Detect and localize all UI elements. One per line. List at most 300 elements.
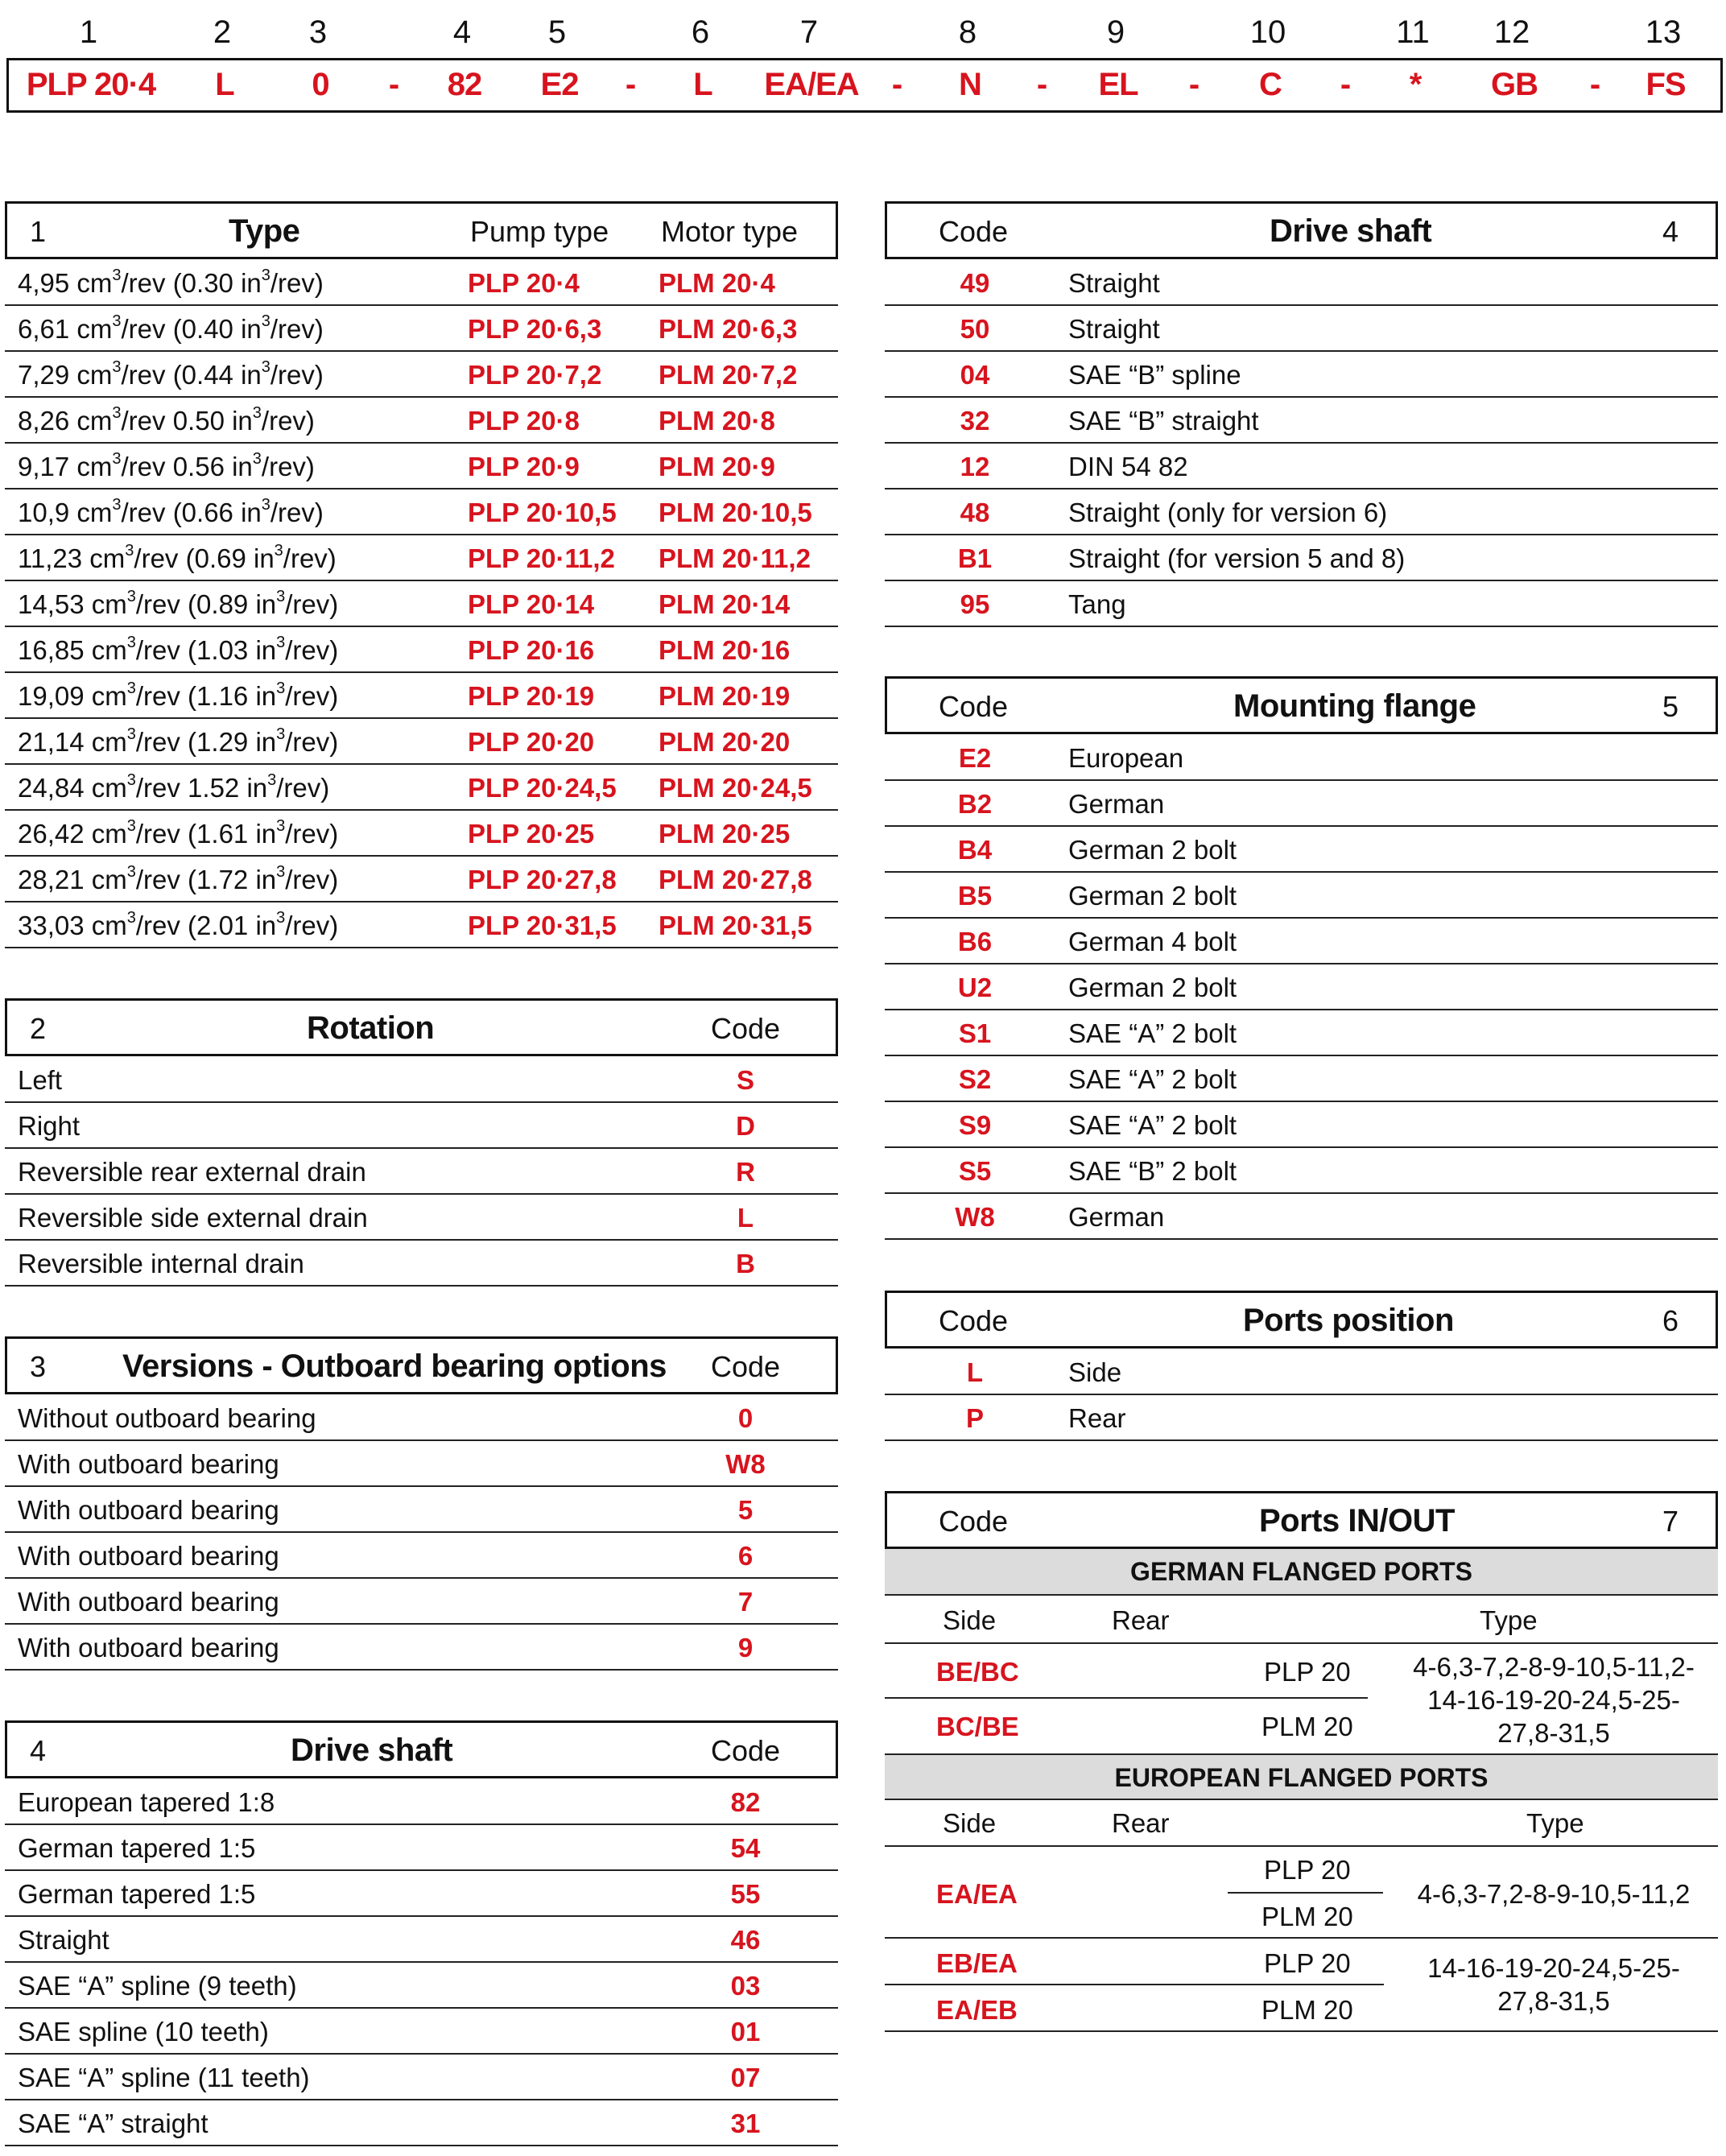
disp-value: 33,03 cm [18, 911, 127, 940]
disp-value: /rev (0.69 in [134, 543, 275, 573]
table-row [885, 1010, 1718, 1056]
disp-value: 10,9 cm [18, 498, 113, 527]
motor-type: PLM 20·20 [659, 727, 791, 757]
table-row [5, 1533, 838, 1579]
superscript: 3 [112, 266, 122, 284]
disp-value: 11,23 cm [18, 543, 126, 573]
port-code: EB/EA [936, 1948, 1018, 1978]
row-code: S1 [958, 1018, 992, 1048]
row-label: Right [18, 1111, 81, 1141]
table-row [885, 581, 1718, 627]
col-header: Pump type [470, 215, 609, 248]
disp-value: 4,95 cm [18, 268, 113, 298]
code-part: C [1259, 67, 1282, 102]
pos-num: 7 [799, 14, 819, 50]
table-row [885, 1102, 1718, 1148]
row-label: With outboard bearing [18, 1541, 279, 1571]
table-row [5, 765, 838, 811]
section-number: 6 [1662, 1304, 1679, 1337]
displacement [18, 360, 324, 390]
row-code: L [966, 1357, 984, 1387]
pos-num: 8 [958, 14, 977, 50]
table-row [5, 811, 838, 857]
disp-value: 26,42 cm [18, 819, 127, 849]
table-row [885, 1148, 1718, 1194]
table-row [5, 2055, 838, 2100]
row-code: B5 [957, 881, 993, 911]
disp-value: /rev (2.01 in [135, 911, 277, 940]
displacement [18, 268, 324, 299]
row-code: P [965, 1403, 984, 1433]
table-row [885, 398, 1718, 444]
port-model: PLM 20 [1261, 1712, 1353, 1741]
disp-value: /rev) [261, 452, 315, 481]
german-ports-band: GERMAN FLANGED PORTS [885, 1549, 1718, 1596]
port-code: EA/EB [936, 1995, 1018, 2025]
disp-value: /rev) [285, 865, 339, 894]
row-code: U2 [957, 973, 993, 1002]
row-code: 49 [960, 268, 990, 298]
motor-type: PLM 20·8 [659, 406, 775, 436]
superscript: 3 [276, 634, 286, 651]
row-label: With outboard bearing [18, 1449, 279, 1479]
disp-value: /rev) [283, 543, 337, 573]
disp-value: /rev (1.61 in [135, 819, 277, 849]
code-part: 82 [447, 67, 482, 102]
drive-shaft-header [5, 1720, 838, 1778]
superscript: 3 [274, 542, 283, 560]
motor-type: PLM 20·4 [659, 268, 775, 298]
superscript: 3 [126, 817, 136, 835]
col-rear: Rear [1112, 1808, 1170, 1838]
displacement [18, 314, 324, 345]
code-part: * [1409, 67, 1422, 102]
table-row [5, 1195, 838, 1241]
displacement [18, 635, 338, 666]
motor-type: PLM 20·7,2 [659, 360, 798, 390]
displacement [18, 543, 337, 574]
row-label: Without outboard bearing [18, 1403, 316, 1433]
table-row [5, 1917, 838, 1963]
pump-type: PLP 20·25 [468, 819, 595, 849]
section-title: Ports IN/OUT [1259, 1503, 1455, 1539]
table-row [885, 964, 1718, 1010]
disp-value: /rev) [276, 773, 330, 803]
pos-num: 4 [452, 14, 472, 50]
disp-value: /rev (0.40 in [121, 314, 262, 344]
type-header [5, 201, 838, 259]
col-header: Code [711, 1350, 781, 1383]
pos-num: 5 [547, 14, 567, 50]
row-label: German tapered 1:5 [18, 1879, 256, 1909]
pump-type: PLP 20·19 [468, 681, 595, 711]
motor-type: PLM 20·10,5 [659, 498, 812, 527]
row-code: 6 [737, 1541, 754, 1571]
disp-value: /rev (0.66 in [121, 498, 262, 527]
motor-type: PLM 20·16 [659, 635, 791, 665]
displacement [18, 819, 338, 849]
versions-table [5, 1395, 838, 1671]
table-row [5, 2009, 838, 2055]
superscript: 3 [261, 496, 270, 514]
row-code: B6 [957, 927, 993, 956]
disp-value: 19,09 cm [18, 681, 127, 711]
code-sep: - [625, 67, 636, 102]
port-model: PLP 20 [1264, 1855, 1351, 1885]
disp-value: /rev (1.29 in [135, 727, 277, 757]
drive-shaft-table [5, 1779, 838, 2146]
disp-value: /rev) [270, 268, 324, 298]
row-code: 9 [737, 1633, 754, 1662]
table-row [5, 581, 838, 627]
row-label: German tapered 1:5 [18, 1833, 256, 1863]
table-row [885, 827, 1718, 873]
row-label: Straight [18, 1925, 109, 1955]
code-part: L [693, 67, 712, 102]
row-label: Rear [1068, 1403, 1126, 1433]
row-code: 03 [730, 1971, 761, 2001]
pos-num: 9 [1106, 14, 1125, 50]
disp-value: 28,21 cm [18, 865, 127, 894]
table-row [5, 352, 838, 398]
port-model: PLP 20 [1264, 1657, 1351, 1687]
col-header: Motor type [661, 215, 799, 248]
disp-value: /rev 0.50 in [121, 406, 253, 436]
table-row [5, 1241, 838, 1287]
row-code: 46 [730, 1925, 761, 1955]
section-number: 3 [30, 1350, 47, 1383]
superscript: 3 [276, 909, 286, 927]
table-row [5, 1825, 838, 1871]
code-sep: - [1188, 67, 1200, 102]
mounting-flange-header [885, 676, 1718, 734]
drive-shaft-header-right [885, 201, 1718, 259]
col-header: Code [939, 690, 1009, 723]
superscript: 3 [125, 542, 134, 560]
row-code: 82 [730, 1787, 761, 1817]
disp-value: /rev 0.56 in [121, 452, 253, 481]
table-row [885, 1395, 1718, 1441]
divider [885, 2030, 1718, 2032]
table-row [885, 735, 1718, 781]
table-row [5, 1149, 838, 1195]
row-code: 50 [960, 314, 990, 344]
section-title: Ports position [1243, 1303, 1454, 1338]
row-code: S5 [958, 1156, 992, 1186]
port-types: 4-6,3-7,2-8-9-10,5-11,2 [1417, 1879, 1691, 1909]
row-label: Reversible side external drain [18, 1203, 368, 1233]
table-row [885, 1056, 1718, 1102]
row-label: European [1068, 743, 1184, 773]
table-row [5, 444, 838, 489]
row-label: German [1068, 1202, 1165, 1232]
row-code: S2 [958, 1064, 992, 1094]
code-part: 0 [312, 67, 329, 102]
col-type: Type [1526, 1808, 1584, 1838]
row-code: 0 [737, 1403, 754, 1433]
row-label: Straight [1068, 268, 1160, 298]
code-part: EL [1098, 67, 1138, 102]
superscript: 3 [276, 588, 286, 605]
disp-value: /rev) [285, 911, 339, 940]
disp-value: 7,29 cm [18, 360, 113, 390]
superscript: 3 [126, 725, 136, 743]
port-types: 27,8-31,5 [1497, 1718, 1610, 1748]
row-code: E2 [958, 743, 992, 773]
table-row [5, 306, 838, 352]
row-label: German [1068, 789, 1165, 819]
disp-value: /rev (1.03 in [135, 635, 277, 665]
type-table [5, 260, 838, 948]
row-code: B2 [957, 789, 993, 819]
table-row [5, 489, 838, 535]
code-sep: - [1036, 67, 1047, 102]
port-types: 14-16-19-20-24,5-25- [1427, 1953, 1680, 1983]
row-code: R [736, 1157, 755, 1187]
superscript: 3 [126, 679, 136, 697]
motor-type: PLM 20·19 [659, 681, 791, 711]
row-code: 7 [737, 1587, 754, 1617]
superscript: 3 [252, 404, 262, 422]
disp-value: /rev (0.89 in [135, 589, 277, 619]
table-row [885, 306, 1718, 352]
row-code: 07 [730, 2063, 761, 2092]
code-part: GB [1491, 67, 1538, 102]
row-code: B1 [957, 543, 993, 573]
displacement [18, 911, 338, 941]
row-label: Straight (only for version 6) [1068, 498, 1388, 527]
row-label: SAE “A” 2 bolt [1068, 1064, 1237, 1094]
row-label: Straight (for version 5 and 8) [1068, 543, 1406, 573]
row-code: W8 [955, 1202, 995, 1232]
col-type: Type [1480, 1605, 1538, 1635]
row-label: SAE “B” 2 bolt [1068, 1156, 1237, 1186]
port-types: 14-16-19-20-24,5-25- [1427, 1685, 1680, 1715]
pump-type: PLP 20·6,3 [468, 314, 602, 344]
table-row [5, 719, 838, 765]
table-row [5, 857, 838, 902]
disp-value: /rev) [285, 727, 339, 757]
row-label: DIN 54 82 [1068, 452, 1188, 481]
row-label: SAE “A” 2 bolt [1068, 1110, 1237, 1140]
disp-value: 6,61 cm [18, 314, 113, 344]
section-title: Drive shaft [291, 1733, 453, 1768]
col-header: Code [939, 1304, 1009, 1337]
superscript: 3 [276, 817, 286, 835]
table-row [5, 1057, 838, 1103]
port-code: BE/BC [936, 1657, 1019, 1687]
row-code: 48 [960, 498, 990, 527]
pump-type: PLP 20·31,5 [468, 911, 617, 940]
row-label: With outboard bearing [18, 1495, 279, 1525]
table-row [5, 1395, 838, 1441]
superscript: 3 [126, 771, 136, 789]
european-ports-band: EUROPEAN FLANGED PORTS [885, 1753, 1718, 1800]
table-row [5, 673, 838, 719]
disp-value: /rev (0.30 in [121, 268, 262, 298]
code-part: L [215, 67, 234, 102]
superscript: 3 [267, 771, 277, 789]
motor-type: PLM 20·6,3 [659, 314, 798, 344]
row-code: 04 [960, 360, 990, 390]
pump-type: PLP 20·4 [468, 268, 580, 298]
disp-value: /rev) [285, 589, 339, 619]
ports-io-header [885, 1491, 1718, 1549]
position-numbers [6, 14, 1724, 53]
port-code: EA/EA [936, 1879, 1018, 1909]
divider [885, 1642, 1718, 1644]
pump-type: PLP 20·8 [468, 406, 580, 436]
row-code: L [737, 1203, 754, 1233]
disp-value: 8,26 cm [18, 406, 113, 436]
row-label: SAE “A” spline (9 teeth) [18, 1971, 297, 2001]
disp-value: /rev) [270, 314, 324, 344]
row-code: 31 [730, 2109, 761, 2138]
disp-value: /rev 1.52 in [135, 773, 268, 803]
superscript: 3 [261, 266, 270, 284]
row-label: SAE “A” straight [18, 2109, 209, 2138]
motor-type: PLM 20·9 [659, 452, 775, 481]
displacement [18, 498, 324, 528]
pos-num: 11 [1396, 14, 1430, 50]
pos-num: 13 [1645, 14, 1682, 50]
pos-num: 2 [213, 14, 232, 50]
table-row [885, 873, 1718, 919]
table-row [5, 260, 838, 306]
section-title: Mounting flange [1233, 688, 1476, 724]
pump-type: PLP 20·10,5 [468, 498, 617, 527]
col-header: Code [939, 215, 1009, 248]
displacement [18, 865, 338, 895]
disp-value: /rev) [270, 360, 324, 390]
mounting-flange-table [885, 735, 1718, 1240]
superscript: 3 [261, 358, 270, 376]
table-row [885, 1349, 1718, 1395]
pump-type: PLP 20·7,2 [468, 360, 602, 390]
disp-value: /rev) [285, 681, 339, 711]
row-code: S9 [958, 1110, 992, 1140]
row-code: 32 [960, 406, 990, 436]
table-row [5, 1441, 838, 1487]
port-types: 4-6,3-7,2-8-9-10,5-11,2- [1413, 1652, 1695, 1682]
table-row [885, 489, 1718, 535]
port-types: 27,8-31,5 [1497, 1986, 1610, 2016]
superscript: 3 [112, 404, 122, 422]
row-code: W8 [725, 1449, 766, 1479]
pump-type: PLP 20·14 [468, 589, 595, 619]
section-title: Rotation [307, 1010, 435, 1046]
table-row [885, 444, 1718, 489]
table-row [885, 1194, 1718, 1240]
motor-type: PLM 20·25 [659, 819, 791, 849]
drive-shaft-table-right [885, 260, 1718, 627]
section-number: 2 [30, 1012, 47, 1045]
superscript: 3 [276, 863, 286, 881]
divider [885, 1697, 1368, 1699]
table-row [5, 902, 838, 948]
row-label: SAE “B” spline [1068, 360, 1241, 390]
port-code: BC/BE [936, 1712, 1019, 1741]
code-sep: - [1340, 67, 1351, 102]
disp-value: /rev) [270, 498, 324, 527]
disp-value: 21,14 cm [18, 727, 127, 757]
superscript: 3 [112, 496, 122, 514]
superscript: 3 [252, 450, 262, 468]
pump-type: PLP 20·20 [468, 727, 595, 757]
row-code: 95 [960, 589, 990, 619]
superscript: 3 [126, 909, 136, 927]
divider [885, 1937, 1718, 1939]
code-part: PLP 20·4 [26, 67, 156, 102]
superscript: 3 [261, 312, 270, 330]
table-row [5, 1871, 838, 1917]
ports-position-header [885, 1291, 1718, 1349]
pump-type: PLP 20·11,2 [468, 543, 615, 573]
table-row [5, 1487, 838, 1533]
displacement [18, 773, 329, 803]
row-code: 5 [737, 1495, 754, 1525]
table-row [5, 1579, 838, 1625]
row-label: Tang [1068, 589, 1126, 619]
section-number: 7 [1662, 1505, 1679, 1538]
pump-type: PLP 20·24,5 [468, 773, 617, 803]
pos-num: 12 [1493, 14, 1530, 50]
section-number: 4 [1662, 215, 1679, 248]
pos-num: 3 [308, 14, 328, 50]
table-row [5, 398, 838, 444]
superscript: 3 [112, 450, 122, 468]
table-row [5, 535, 838, 581]
row-label: German 2 bolt [1068, 835, 1237, 865]
section-title: Drive shaft [1270, 213, 1432, 249]
col-side: Side [943, 1605, 997, 1635]
code-part: FS [1645, 67, 1686, 102]
code-part: N [959, 67, 981, 102]
code-sep: - [1589, 67, 1600, 102]
row-label: European tapered 1:8 [18, 1787, 275, 1817]
section-title: Versions - Outboard bearing options [122, 1349, 667, 1384]
table-row [5, 2100, 838, 2146]
superscript: 3 [126, 863, 136, 881]
pump-type: PLP 20·27,8 [468, 865, 617, 894]
motor-type: PLM 20·14 [659, 589, 791, 619]
row-label: SAE “A” 2 bolt [1068, 1018, 1237, 1048]
table-row [5, 1779, 838, 1825]
row-label: Reversible rear external drain [18, 1157, 366, 1187]
pos-num: 1 [79, 14, 98, 50]
ports-position-table [885, 1349, 1718, 1441]
disp-value: 16,85 cm [18, 635, 127, 665]
pos-num: 6 [691, 14, 710, 50]
col-header: Code [711, 1012, 781, 1045]
disp-value: /rev (1.72 in [135, 865, 277, 894]
row-label: Side [1068, 1357, 1122, 1387]
row-label: Reversible internal drain [18, 1249, 304, 1278]
versions-header [5, 1336, 838, 1394]
disp-value: /rev) [285, 819, 339, 849]
motor-type: PLM 20·24,5 [659, 773, 812, 803]
divider [885, 1984, 1384, 1985]
row-code: B [736, 1249, 755, 1278]
port-model: PLM 20 [1261, 1902, 1353, 1931]
superscript: 3 [276, 679, 286, 697]
row-label: German 2 bolt [1068, 973, 1237, 1002]
displacement [18, 727, 338, 758]
row-code: 55 [730, 1879, 761, 1909]
row-code: D [736, 1111, 755, 1141]
rotation-header [5, 998, 838, 1056]
disp-value: /rev) [261, 406, 315, 436]
